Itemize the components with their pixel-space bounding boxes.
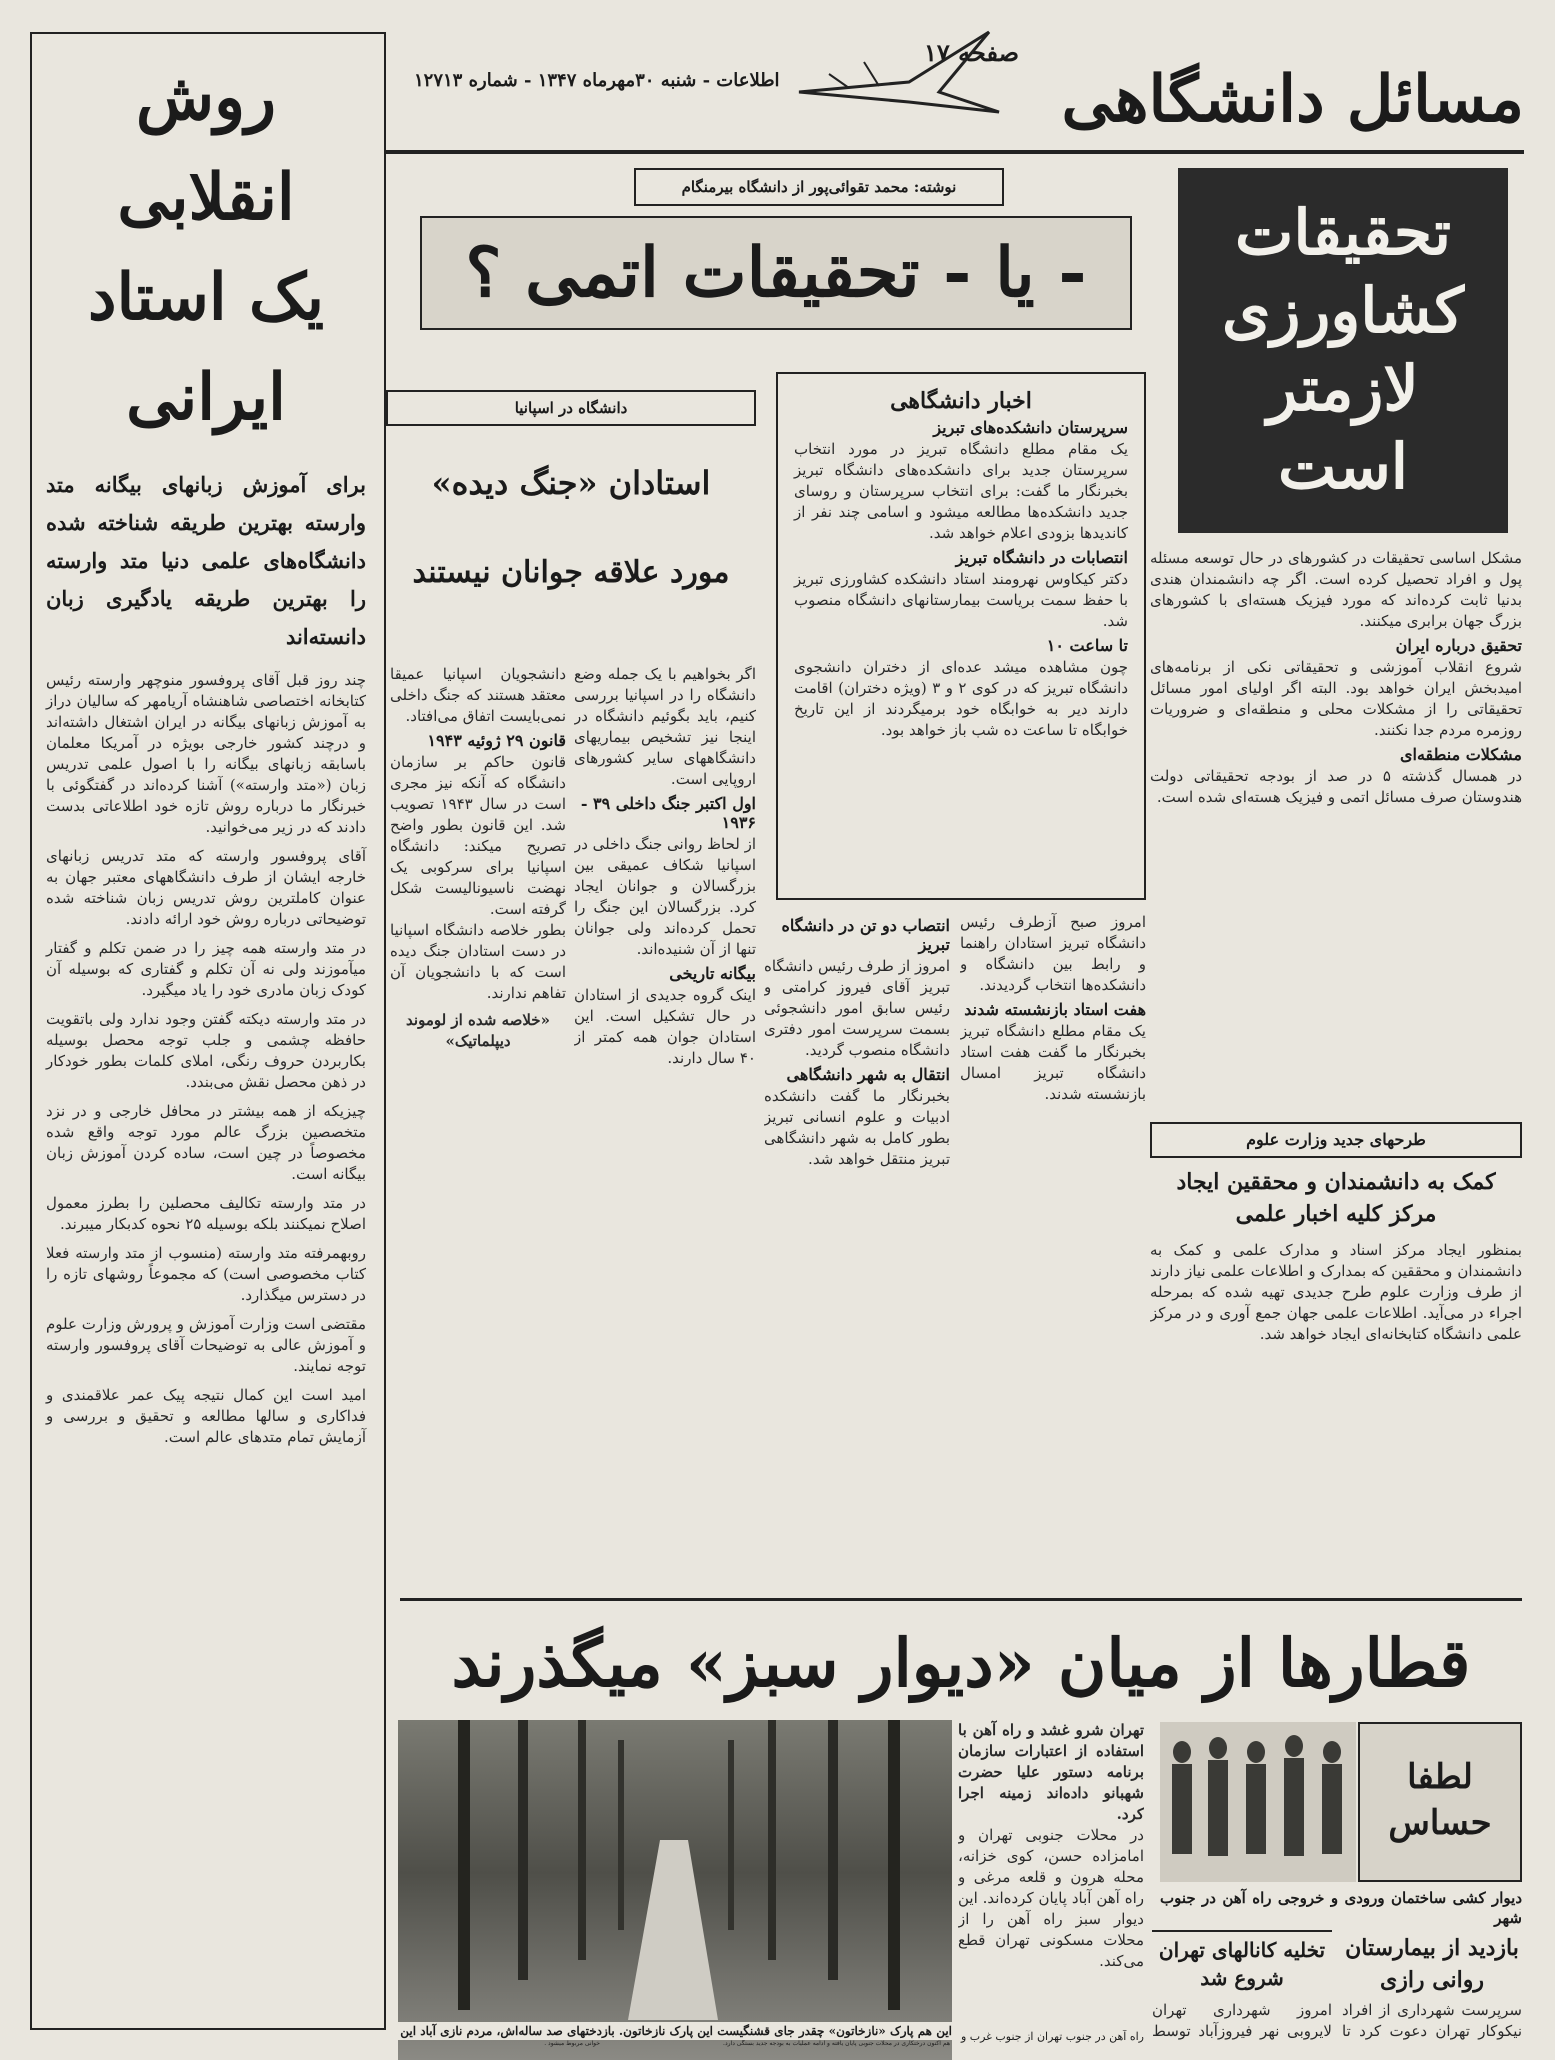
illustration-caption: دیوار کشی ساختمان ورودی و خروجی راه آهن در جنوب شهر — [1160, 1889, 1522, 1927]
trains-col-2 — [958, 2030, 1144, 2044]
news-subhead: هفت استاد بازنشسته شدند — [964, 1000, 1146, 1019]
left-feature-paragraph: مقتضی است وزارت آموزش و پرورش وزارت علوم و آموزش عالی به توضیحات آقای پروفسور وارسته توجه نمایند. — [46, 1315, 366, 1375]
park-photo — [398, 1720, 952, 2060]
news-lower-left — [764, 912, 950, 1592]
trains-headline: قطارها از میان «دیوار سبز» میگذرند — [451, 1624, 1471, 1702]
title-line-1: روش — [136, 60, 276, 135]
spain-subhead: قانون ۲۹ ژوئیه ۱۹۴۳ — [427, 731, 566, 750]
spain-subhead: بیگانه تاریخی — [669, 964, 756, 983]
news-paragraph: امروز صبح آزطرف رئیس دانشگاه تبریز استادان راهنما و رابط بین دانشگاه و دانشکده‌ها انتخاب گردیدند. — [960, 913, 1146, 994]
agri-body — [1150, 548, 1522, 1084]
left-feature-paragraph: چند روز قبل آقای پروفسور منوچهر وارسته رئیس کتابخانه اختصاصی شاهنشاه آریامهر که سالیان دراز به آموزش زبانهای بیگانه در ایران اشتغال داشته‌اند و درچند کشور خارجی بویژه در آمریکا معلمان باسابقه زبانهای بیگانه را با اصول علمی تدریس زبان («متد وارسته») آشنا کرده‌اند در گفتگوئی با خبرنگار ما درباره روش تازه خود اطلاعاتی بدست دادند که در زیر می‌خوانید. — [46, 671, 366, 836]
spain-paragraph: اگر بخواهیم با یک جمله وضع دانشگاه را در اسپانیا بررسی کنیم، باید بگوئیم دانشگاه در اینجا نیز تشخیص بیماریهای دانشگاههای سایر کشورهای اروپایی است. — [574, 665, 756, 788]
hospital-paragraph: سرپرست شهرداری از افراد نیکوکار تهران دعوت کرد تا — [1342, 2001, 1522, 2040]
section-title: مسائل دانشگاهی — [1061, 62, 1524, 137]
spain-paragraph: اینک گروه جدیدی از استادان در حال تشکیل است. این استادان جوان همه کمتر از ۴۰ سال دارند. — [574, 986, 756, 1067]
trains-paragraph: راه آهن در جنوب تهران از جنوب غرب و — [960, 2030, 1144, 2043]
masthead-rule — [384, 150, 1524, 154]
left-feature-paragraph: در متد وارسته تکالیف محصلین را بطرز معمول اصلاح نمیکنند بلکه بوسیله ۲۵ نحوه کدبکار میبرند. — [46, 1194, 366, 1233]
trains-col-1 — [958, 1720, 1144, 2030]
spain-headline-1: استادان «جنگ دیده» — [431, 464, 711, 502]
spain-headline-2: مورد علاقه جوانان نیستند — [412, 555, 730, 590]
left-feature-paragraph: روبهمرفته متد وارسته (منسوب از متد وارسته فعلا کتاب مخصوصی است) که مجموعاً روشهای تازه را در دسترس میگذارد. — [46, 1244, 366, 1304]
news-subhead: انتصاب دو تن در دانشگاه تبریز — [781, 916, 950, 954]
news-title: اخبار دانشگاهی — [890, 388, 1032, 414]
byline-box: نوشته: محمد تقوائی‌پور از دانشگاه بیرمنگام — [634, 168, 1004, 206]
bird-logo-icon — [789, 22, 1009, 142]
page-number: صفحه ۱۷ — [924, 38, 1020, 67]
hospital-headline: بازدید از بیمارستان روانی رازی — [1345, 1935, 1519, 1993]
park-caption-title: این هم پارک «نازخاتون» — [828, 2024, 952, 2038]
spain-subhead: اول اکتبر جنگ داخلی ۳۹ - ۱۹۳۶ — [580, 794, 756, 832]
canals-rule — [1152, 1930, 1332, 1932]
trains-source: خوانی مربوط میشود . — [544, 2040, 600, 2047]
spain-paragraph: دانشجویان اسپانیا عمیقا معتقد هستند که جنگ داخلی نمی‌بایست اتفاق می‌افتاد. — [390, 665, 566, 725]
atomic-headline: - یا - تحقیقات اتمی ؟ — [465, 233, 1087, 313]
agri-subhead: مشکلات منطقه‌ای — [1399, 745, 1522, 764]
agri-paragraph: مشکل اساسی تحقیقات در کشورهای در حال توسعه مسئله پول و افراد تحصیل کرده است. اگر چه دانشمندان هندی بدنیا ثابت کرده‌اند که مورد فیزیک هسته‌ای با کشورهای بزرگ جهان برابری میکنند. — [1150, 549, 1522, 630]
left-feature-paragraph: چیزیکه از همه بیشتر در محافل خارجی و در نزد متخصصین بزرگ عالم مورد توجه واقع شده مخصوصاً در چین است، ساده کردن آموزش زبان بیگانه است. — [46, 1102, 366, 1183]
science-paragraph: بمنظور ایجاد مرکز اسناد و مدارک علمی و کمک به دانشمندان و محققین که بمدارک و اطلاعات علمی نیاز دارند از طرف وزارت علوم طرح جدیدی تهیه شده که بمرحله اجراء در می‌آید. اطلاعات علمی جهان جمع آوری و در مرکز علمی دانشگاه کتابخانه‌ای ایجاد خواهد شد. — [1150, 1241, 1522, 1343]
left-feature-paragraph: در متد وارسته همه چیز را در ضمن تکلم و گفتار میآموزند ولی نه آن تکلم و گفتاری که بوسیله آن کودک زبان مادری خود را یاد میگیرد. — [46, 939, 366, 999]
hospital-body — [1342, 2000, 1522, 2040]
news-lower-right — [960, 912, 1146, 1592]
science-body — [1150, 1240, 1522, 1585]
canals-paragraph: امروز شهرداری تهران لایروبی نهر فیروزآباد توسط — [1152, 2001, 1332, 2040]
agri-paragraph: در همسال گذشته ۵ در صد از بودجه تحقیقاتی دولت هندوستان صرف مسائل اتمی و فیزیک هسته‌ای شده است. — [1150, 767, 1522, 806]
spain-headline-block — [386, 438, 756, 638]
news-subhead: تا ساعت ۱۰ — [1046, 636, 1128, 655]
title-line-4: ایرانی — [126, 360, 286, 435]
science-headline: کمک به دانشمندان و محققین ایجاد مرکز کلیه اخبار علمی — [1176, 1169, 1496, 1227]
spain-col-right — [574, 664, 756, 1564]
park-caption-text: چقدر جای قشنگیست این پارک نازخاتون. بازدختهای صد ساله‌اش، مردم نازی آباد این — [400, 2024, 825, 2038]
left-feature-paragraph: امید است این کمال نتیجه پیک عمر علاقمندی و فداکاری و سالها مطالعه و تحقیق و بررسی و آزمایش تمام متدهای عالم است. — [46, 1386, 366, 1446]
spain-paragraph: از لحاظ روانی جنگ داخلی در اسپانیا شکاف عمیقی بین بزرگسالان و جوانان ایجاد کرد. بزرگسالان این جنگ را تحمل کرده‌اند ولی جوانان تنها از آن شنیده‌اند. — [574, 835, 756, 958]
masthead — [384, 22, 1524, 142]
news-subhead: انتصابات در دانشگاه تبریز — [955, 548, 1128, 567]
news-subhead: سرپرستان دانشکده‌های تبریز — [933, 418, 1128, 437]
spain-kicker: دانشگاه در اسپانیا — [386, 390, 756, 426]
issue-line: اطلاعات - شنبه ۳۰مهرماه ۱۳۴۷ - شماره ۱۲۷۱۳ — [414, 70, 780, 91]
spain-col-left — [390, 664, 566, 1564]
atomic-headline-box — [420, 216, 1132, 330]
news-paragraph: یک مقام مطلع دانشگاه تبریز در مورد انتخاب سرپرستان جدید برای دانشکده‌های دانشگاه تبریز بخبرنگار ما گفت: برای انتخاب سرپرستان و روسای جدید دانشکده‌ها مطالعه میشود و اسامی چند نفر از کاندیدها بزودی اعلام خواهد شد. — [794, 440, 1128, 542]
trains-paragraph: در محلات جنوبی تهران و امامزاده حسن، کوی خزانه، محله هرون و قلعه مرغی و راه آهن آباد پایان کرده‌اند. این دیوار سبز راه آهن را از محلات مسکونی تهران قطع می‌کند. — [958, 1826, 1144, 1970]
agri-headline-block — [1178, 168, 1508, 533]
illustration-panel — [1358, 1722, 1522, 1882]
title-line-2: انقلابی — [117, 160, 295, 235]
title-line-3: یک استاد — [87, 260, 325, 335]
trains-paragraph: هم اکنون درختکاری در محلات جنوبی پایان یافته و ادامه عملیات به بودجه جدید بستگی دارد. — [723, 2040, 950, 2047]
spain-paragraph: قانون حاکم بر سازمان دانشگاه که آنکه نیز مجری است در سال ۱۹۴۳ تصویب شد. این قانون بطور واضح تصریح میکند: دانشگاه اسپانیا برای سرکوبی یک نهضت ناسیونالیست شکل گرفته است. — [390, 753, 566, 918]
news-paragraph: بخبرنگار ما گفت دانشکده ادبیات و علوم انسانی تبریز بطور کامل به شهر دانشگاهی تبریز منتقل خواهد شد. — [764, 1087, 950, 1168]
lower-section-rule — [400, 1598, 1522, 1601]
crowd-illustration-icon — [1160, 1722, 1356, 1882]
news-paragraph: یک مقام مطلع دانشگاه تبریز بخبرنگار ما گفت هفت استاد دانشگاه تبریز امسال بازنشسته شدند. — [960, 1022, 1146, 1103]
trains-col-3 — [600, 2040, 950, 2047]
agri-headline: تحقیقات کشاورزی لازمتر است — [1221, 196, 1465, 503]
news-paragraph: امروز از طرف رئیس دانشگاه تبریز آقای فیروز کرامتی و رئیس سابق امور دانشجوئی بسمت سرپرست امور دفتری دانشگاه منصوب گردید. — [764, 957, 950, 1059]
science-kicker: طرحهای جدید وزارت علوم — [1150, 1122, 1522, 1158]
left-feature-title — [46, 48, 366, 448]
illustration-panel-word: لطفا حساس — [1388, 1757, 1492, 1843]
canals-body — [1152, 2000, 1332, 2040]
left-feature-subhead: برای آموزش زبانهای بیگانه متد وارسته بهترین طریقه شناخته شده دانشگاه‌های علمی دنیا متد وارسته را بهترین طریقه یادگیری زبان دانسته‌اند — [46, 472, 366, 649]
tree-lined-path-image — [398, 1720, 952, 2020]
agri-subhead: تحقیق درباره ایران — [1395, 636, 1522, 655]
left-feature-paragraph: آقای پروفسور وارسته که متد تدریس زبانهای خارجه ایشان از طرف دانشگاههای معتبر جهان به عنوان کاملترین روش تدریس زبان شناخته شده توضیحاتی درباره روش خود ارائه دادند. — [46, 847, 366, 928]
spain-paragraph: بطور خلاصه دانشگاه اسپانیا در دست استادان جنگ دیده است که با دانشجویان آن تفاهم ندارند. — [390, 921, 566, 1002]
news-paragraph: چون مشاهده میشد عده‌ای از دختران دانشجوی دانشگاه تبریز که در کوی ۲ و ۳ (ویژه دختران) اقامت دارند دیر به خوابگاه خود برمیگردند از این تاریخ خوابگاه تا ساعت ده شب باز خواهد بود. — [794, 658, 1129, 739]
news-box — [776, 372, 1146, 900]
news-subhead: انتقال به شهر دانشگاهی — [786, 1065, 950, 1084]
canals-headline: تخلیه کانالهای تهران شروع شد — [1158, 1938, 1326, 1990]
left-feature-paragraph: در متد وارسته دیکته گفتن وجود ندارد ولی باتقویت حافظه چشمی و جلب توجه محصل بوسیله بکاربردن حروف رنگی، املای کلمات بطور خودکار در ذهن محصل نقش می‌بندد. — [46, 1010, 366, 1091]
agri-paragraph: شروع انقلاب آموزشی و تحقیقاتی نکی از برنامه‌های امیدبخش ایران خواهد بود. البته اگر اولیای امور مسائل تحقیقاتی را از مشکلات محلی و منطقه‌ای و ضروریات روزمره مردم جدا نکنند. — [1150, 658, 1522, 739]
left-feature-frame — [30, 32, 386, 2030]
park-caption — [398, 2022, 952, 2040]
spain-source: «خلاصه شده از لوموند دیپلماتیک» — [406, 1011, 550, 1050]
trains-lead: تهران شرو غشد و راه آهن با استفاده از اعتبارات سازمان برنامه دستور علیا حضرت شهبانو داده‌اند زمینه اجرا کرد. — [958, 1721, 1144, 1823]
news-paragraph: دکتر کیکاوس نهرومند استاد دانشکده کشاورزی تبریز با حفظ سمت بریاست بیمارستانهای دانشگاه منصوب شد. — [794, 570, 1128, 630]
